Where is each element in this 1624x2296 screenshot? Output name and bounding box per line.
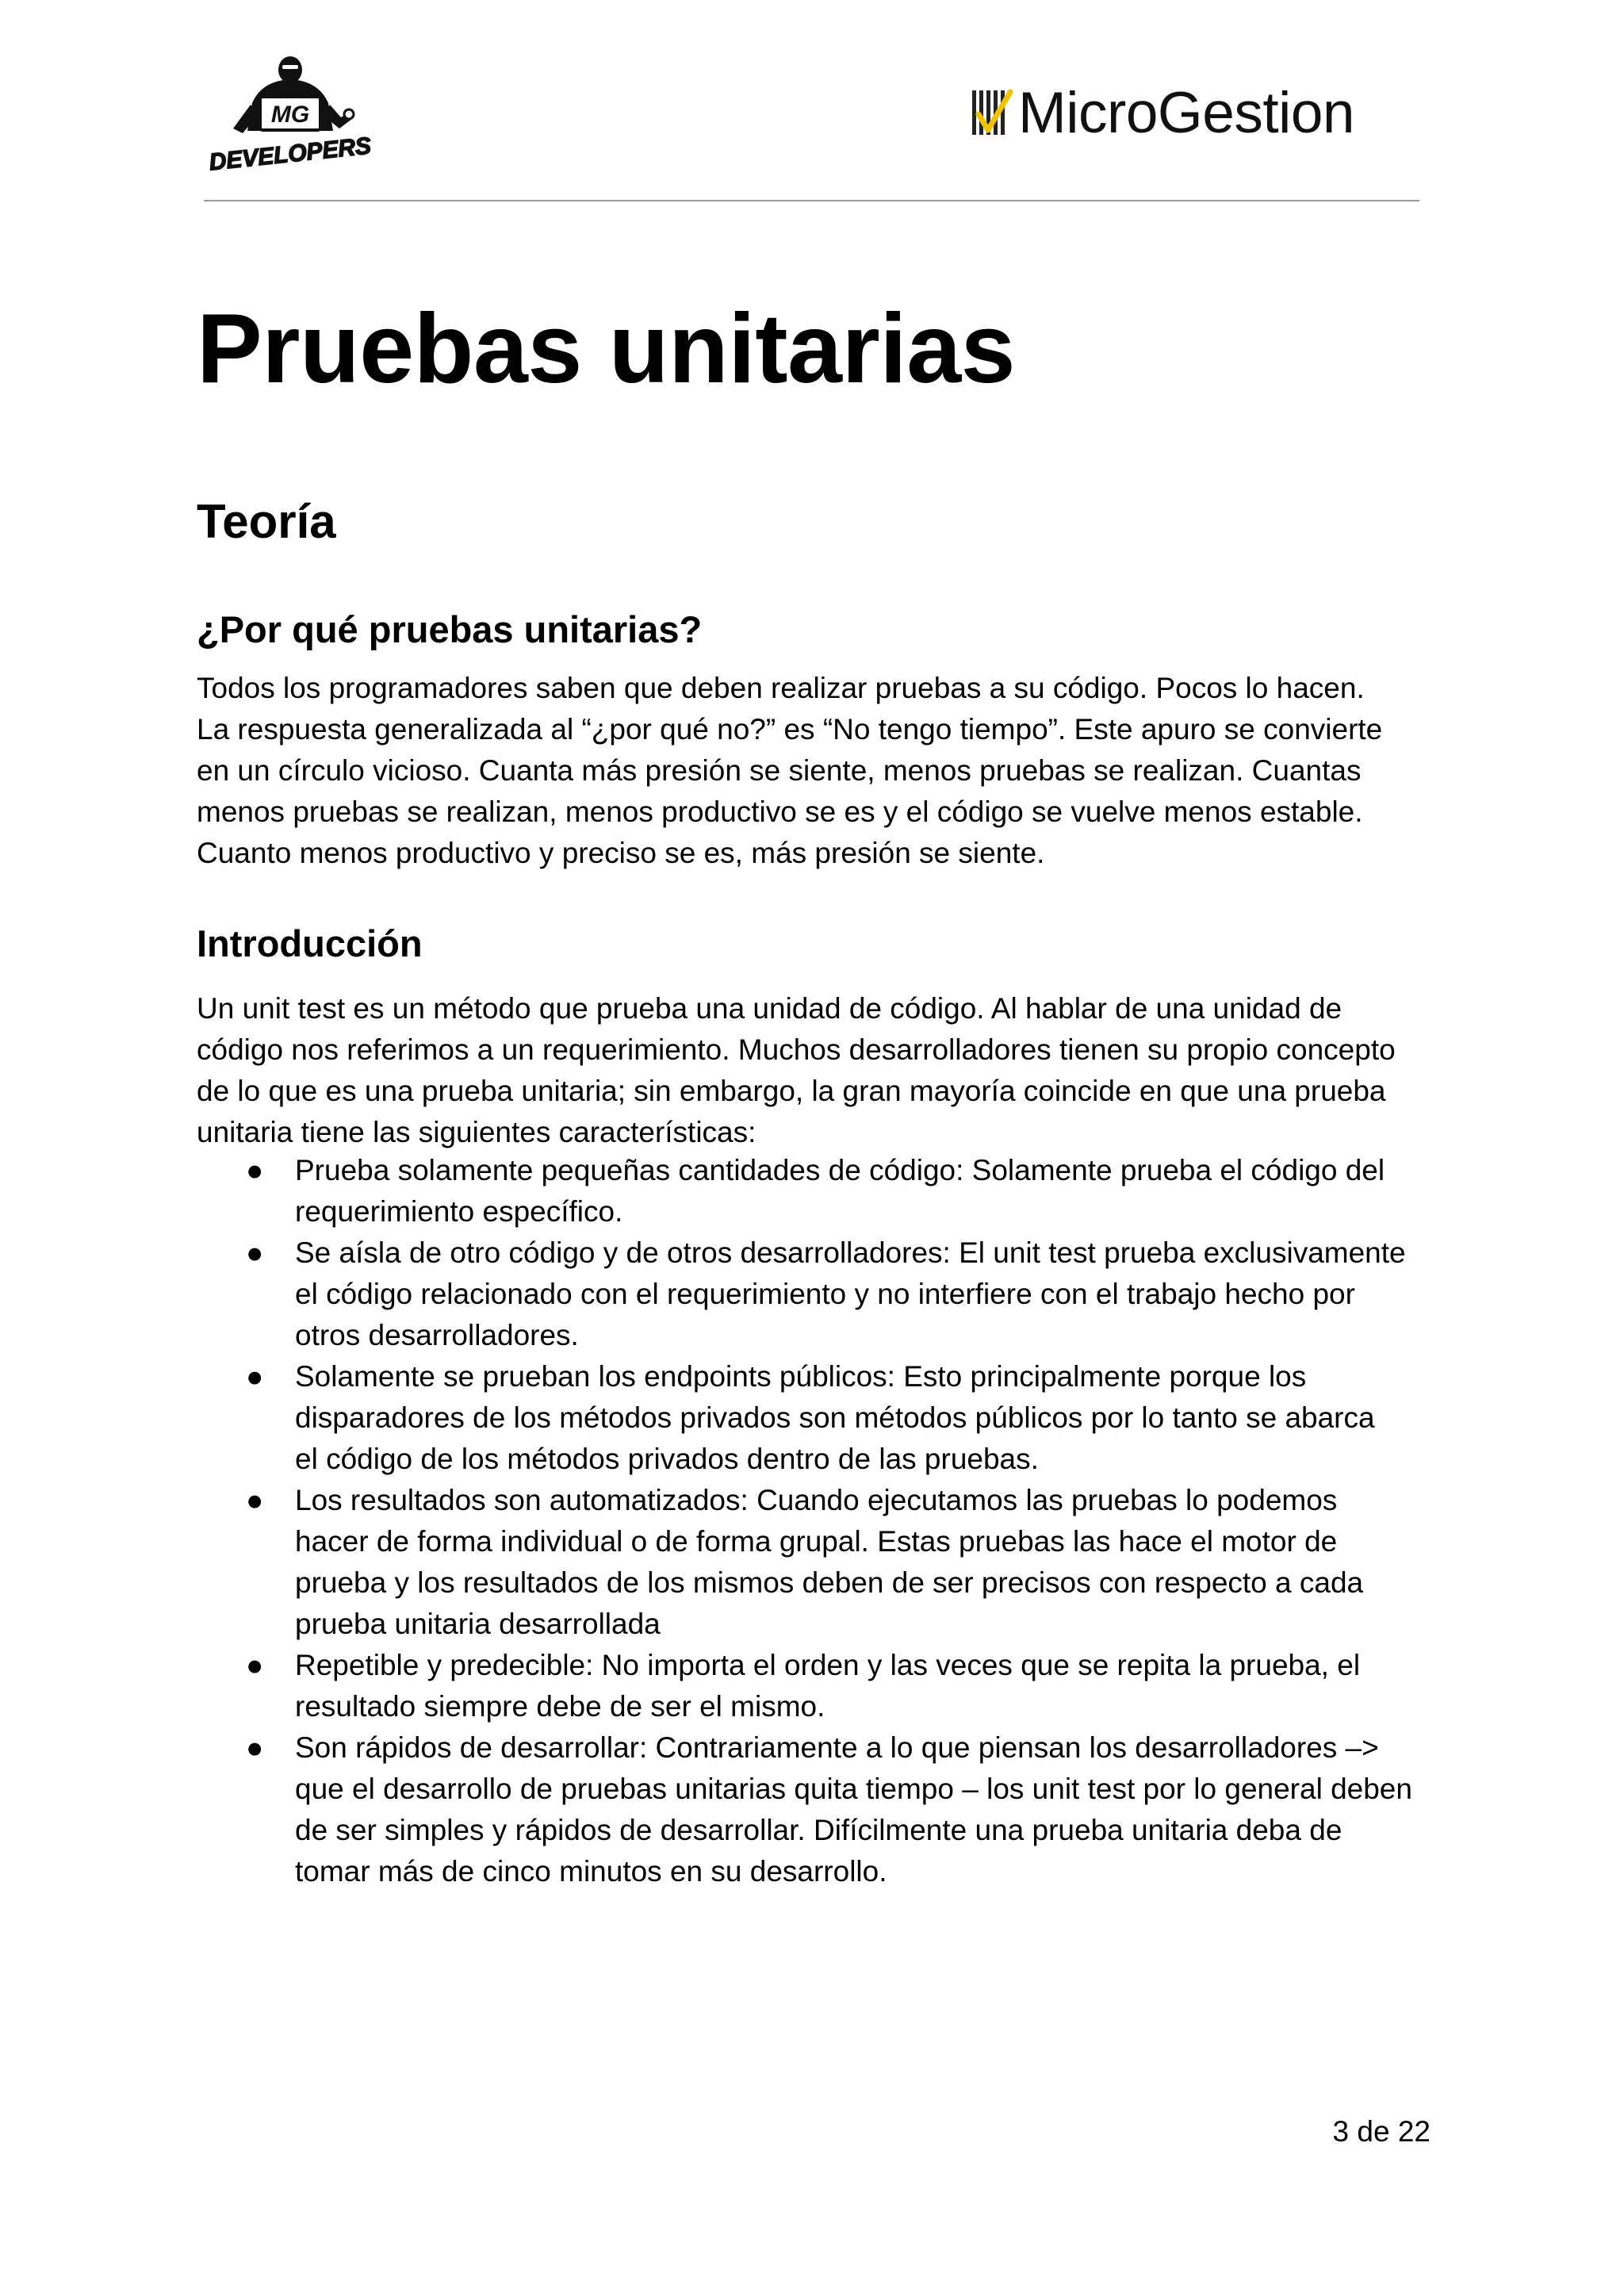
paragraph-why-unit-tests: Todos los programadores saben que deben realizar pruebas a su código. Pocos lo hacen. La respuesta generalizada al “¿por qué no?” es “No tengo tiempo”. Este apuro se convierte en un círculo vicioso. Cuanta más presión se siente, menos pruebas se realizan. Cuantas menos pruebas se realizan, menos productivo se es y el código se vuelve menos estable. Cuanto menos productivo y preciso se es, más presión se siente. [197,672,1383,869]
microgestion-mark-icon [972,87,1012,138]
paragraph-introduction: Un unit test es un método que prueba una unidad de código. Al hablar de una unidad de código nos referimos a un requerimiento. Muchos desarrolladores tienen su propio concepto de lo que es una prueba unitaria; sin embargo, la gran mayoría coincide en que una prueba unitaria tiene las siguientes características: [197,992,1396,1148]
bullet-icon: ● [246,1484,264,1516]
list-item [197,1150,1412,1232]
bullet-icon: ● [246,1154,264,1186]
bullet-icon: ● [246,1731,264,1764]
list-item [197,1480,1412,1645]
page-number: 3 de 22 [1332,2115,1431,2148]
list-item-text: Son rápidos de desarrollar: Contrariamente a lo que piensan los desarrolladores –> que el desarrollo de pruebas unitarias quita tiempo – los unit test por lo general deben de ser simples y rápidos de desarrollar. Difícilmente una prueba unitaria deba de tomar más de cinco minutos en su desarrollo. [295,1731,1412,1888]
list-item-text: Solamente se prueban los endpoints públicos: Esto principalmente porque los disparadores de los métodos privados son métodos públicos por lo tanto se abarca el código de los métodos privados dentro de las pruebas. [295,1360,1375,1475]
subheading-why-unit-tests: ¿Por qué pruebas unitarias? [197,608,703,650]
list-item-text: Se aísla de otro código y de otros desarrolladores: El unit test prueba exclusivamente el código relacionado con el requerimiento y no interfiere con el trabajo hecho por otros desarrolladores. [295,1236,1406,1351]
list-item-text: Los resultados son automatizados: Cuando ejecutamos las pruebas lo podemos hacer de forma individual o de forma grupal. Estas pruebas las hace el motor de prueba y los resultados de los mismos deben de ser precisos con respecto a cada prueba unitaria desarrollada [295,1484,1364,1640]
list-item [197,1727,1412,1892]
list-item-text: Prueba solamente pequeñas cantidades de código: Solamente prueba el código del requerimiento específico. [295,1154,1385,1228]
characteristics-list [197,1150,1412,1892]
mg-developers-logo [208,56,373,176]
list-item [197,1356,1412,1480]
list-item-text: Repetible y predecible: No importa el orden y las veces que se repita la prueba, el resultado siempre debe de ser el mismo. [295,1649,1361,1723]
bullet-icon: ● [246,1236,264,1269]
list-item [197,1645,1412,1727]
mg-logo-word: DEVELOPERS [208,132,373,176]
microgestion-wordmark: MicroGestion [1018,80,1355,145]
section-heading-teoria: Teoría [197,495,336,548]
header-divider [204,200,1419,201]
bullet-icon: ● [246,1360,264,1393]
subheading-introduction: Introducción [197,922,423,964]
page-title: Pruebas unitarias [197,294,1016,404]
bullet-icon: ● [246,1649,264,1681]
list-item [197,1232,1412,1356]
microgestion-logo [972,81,1354,144]
mg-logo-letters: MG [270,102,310,128]
